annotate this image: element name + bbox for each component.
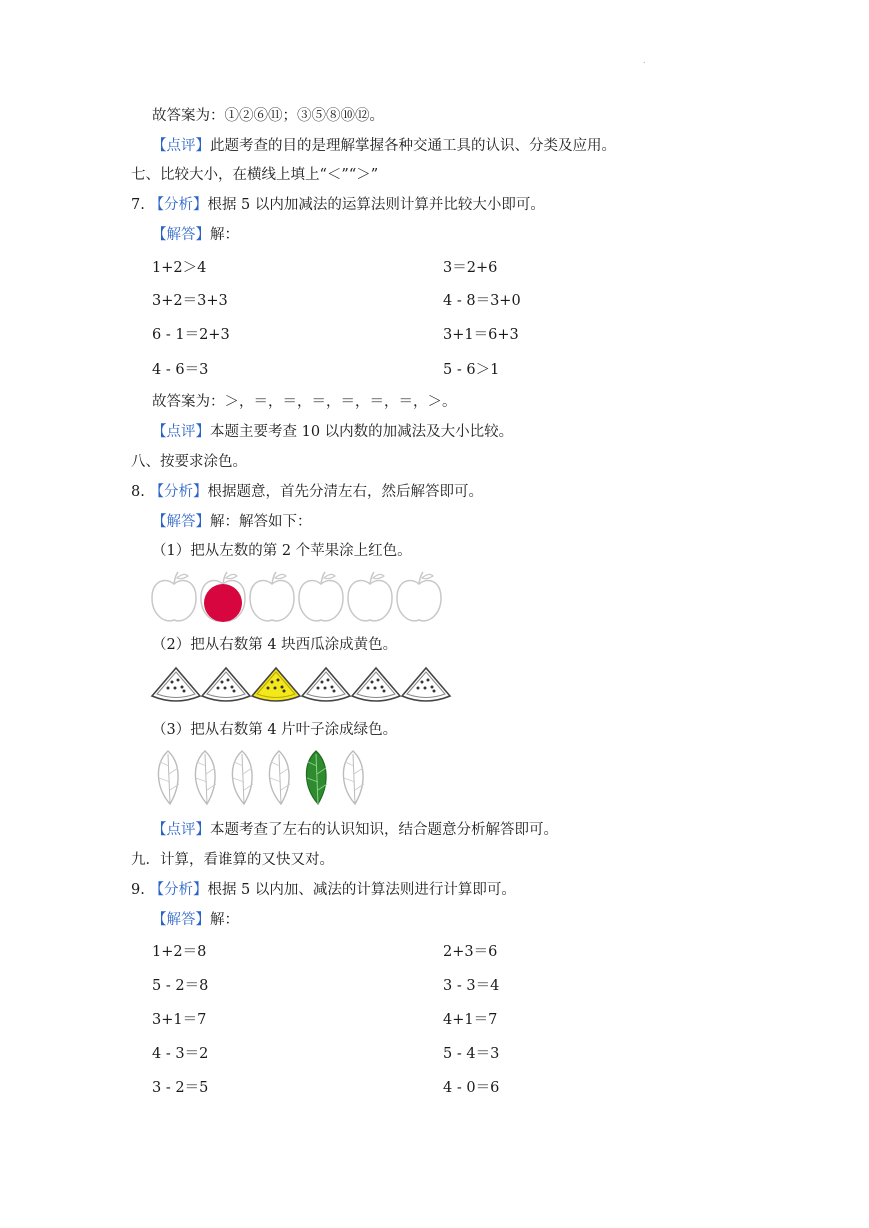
answer-line: 故答案为：＞，＝，＝，＝，＝，＝，＝，＞。 <box>152 394 457 410</box>
leaf-filled-icon <box>306 751 327 804</box>
review-line <box>152 821 558 839</box>
analysis-tag: 【分析】 <box>149 197 208 213</box>
watermelon-icon <box>202 668 250 701</box>
answer-line: 故答案为：①②⑥⑪；③⑤⑧⑩⑫。 <box>152 108 384 124</box>
apple-icon <box>250 572 294 621</box>
watermelon-filled-icon <box>252 668 300 701</box>
section-heading: 七、比较大小，在横线上填上“＜”“＞” <box>131 167 379 183</box>
section-heading: 九．计算，看谁算的又快又对。 <box>131 852 334 868</box>
equation: 3 - 3＝4 <box>443 978 500 994</box>
leaf-icon <box>232 751 253 804</box>
equation: 3+2＝3+3 <box>152 293 228 309</box>
analysis-line <box>131 881 516 899</box>
leaf-icon <box>269 751 290 804</box>
analysis-text: 根据题意，首先分清左右，然后解答即可。 <box>207 484 483 500</box>
review-tag: 【点评】 <box>152 822 210 838</box>
leaf-icon <box>158 751 179 804</box>
apple-filled-icon <box>204 584 242 622</box>
section-heading: 八、按要求涂色。 <box>131 454 247 470</box>
apple-icon <box>348 572 392 621</box>
equation: 3+1＝6+3 <box>443 327 519 343</box>
solution-tag: 【解答】 <box>152 514 210 530</box>
solution-text: 解： <box>210 912 239 928</box>
solution-text: 解： <box>210 227 239 243</box>
review-line <box>152 423 513 441</box>
analysis-line <box>131 196 545 214</box>
equation: 1+2＞4 <box>152 260 207 276</box>
solution-tag: 【解答】 <box>152 227 210 243</box>
equation: 4 - 6＝3 <box>152 362 209 378</box>
question-number: 8. <box>131 484 145 500</box>
watermelon-icon <box>402 668 450 701</box>
review-line <box>152 137 616 155</box>
watermelon-row <box>150 660 455 712</box>
sub-question: （1）把从左数的第 2 个苹果涂上红色。 <box>152 543 412 559</box>
solution-line <box>152 513 312 531</box>
header-mark: . <box>643 56 646 65</box>
leaf-row <box>150 748 375 810</box>
watermelon-icon <box>302 668 350 701</box>
apple-icon <box>152 572 196 621</box>
solution-tag: 【解答】 <box>152 912 210 928</box>
apple-row <box>150 570 450 622</box>
sub-question: （2）把从右数第 4 块西瓜涂成黄色。 <box>152 637 398 653</box>
analysis-text: 根据 5 以内加、减法的计算法则进行计算即可。 <box>207 882 516 898</box>
analysis-text: 根据 5 以内加减法的运算法则计算并比较大小即可。 <box>207 197 545 213</box>
equation: 4+1＝7 <box>443 1012 498 1028</box>
question-number: 9. <box>131 882 145 898</box>
equation: 5 - 6＞1 <box>443 362 500 378</box>
equation: 5 - 2＝8 <box>152 978 209 994</box>
review-text: 本题主要考查 10 以内数的加减法及大小比较。 <box>210 424 514 440</box>
review-tag: 【点评】 <box>152 424 210 440</box>
solution-text: 解：解答如下： <box>210 514 312 530</box>
equation: 3 - 2＝5 <box>152 1080 209 1096</box>
apple-icon <box>299 572 343 621</box>
analysis-tag: 【分析】 <box>149 484 208 500</box>
solution-line <box>152 911 239 929</box>
equation: 2+3＝6 <box>443 944 498 960</box>
watermelon-icon <box>152 668 200 701</box>
equation: 6 - 1＝2+3 <box>152 327 230 343</box>
review-text: 本题考查了左右的认识知识，结合题意分析解答即可。 <box>210 822 558 838</box>
question-number: 7. <box>131 197 145 213</box>
leaf-icon <box>195 751 216 804</box>
apple-icon <box>397 572 441 621</box>
watermelon-icon <box>352 668 400 701</box>
review-text: 此题考查的目的是理解掌握各种交通工具的认识、分类及应用。 <box>210 138 616 154</box>
analysis-tag: 【分析】 <box>149 882 208 898</box>
equation: 1+2＝8 <box>152 944 207 960</box>
equation: 3+1＝7 <box>152 1012 207 1028</box>
sub-question: （3）把从右数第 4 片叶子涂成绿色。 <box>152 722 398 738</box>
leaf-icon <box>343 751 364 804</box>
equation: 4 - 8＝3+0 <box>443 293 521 309</box>
equation: 3＝2+6 <box>443 260 498 276</box>
equation: 5 - 4＝3 <box>443 1046 500 1062</box>
equation: 4 - 0＝6 <box>443 1080 500 1096</box>
review-tag: 【点评】 <box>152 138 210 154</box>
analysis-line <box>131 483 483 501</box>
equation: 4 - 3＝2 <box>152 1046 209 1062</box>
solution-line <box>152 226 239 244</box>
